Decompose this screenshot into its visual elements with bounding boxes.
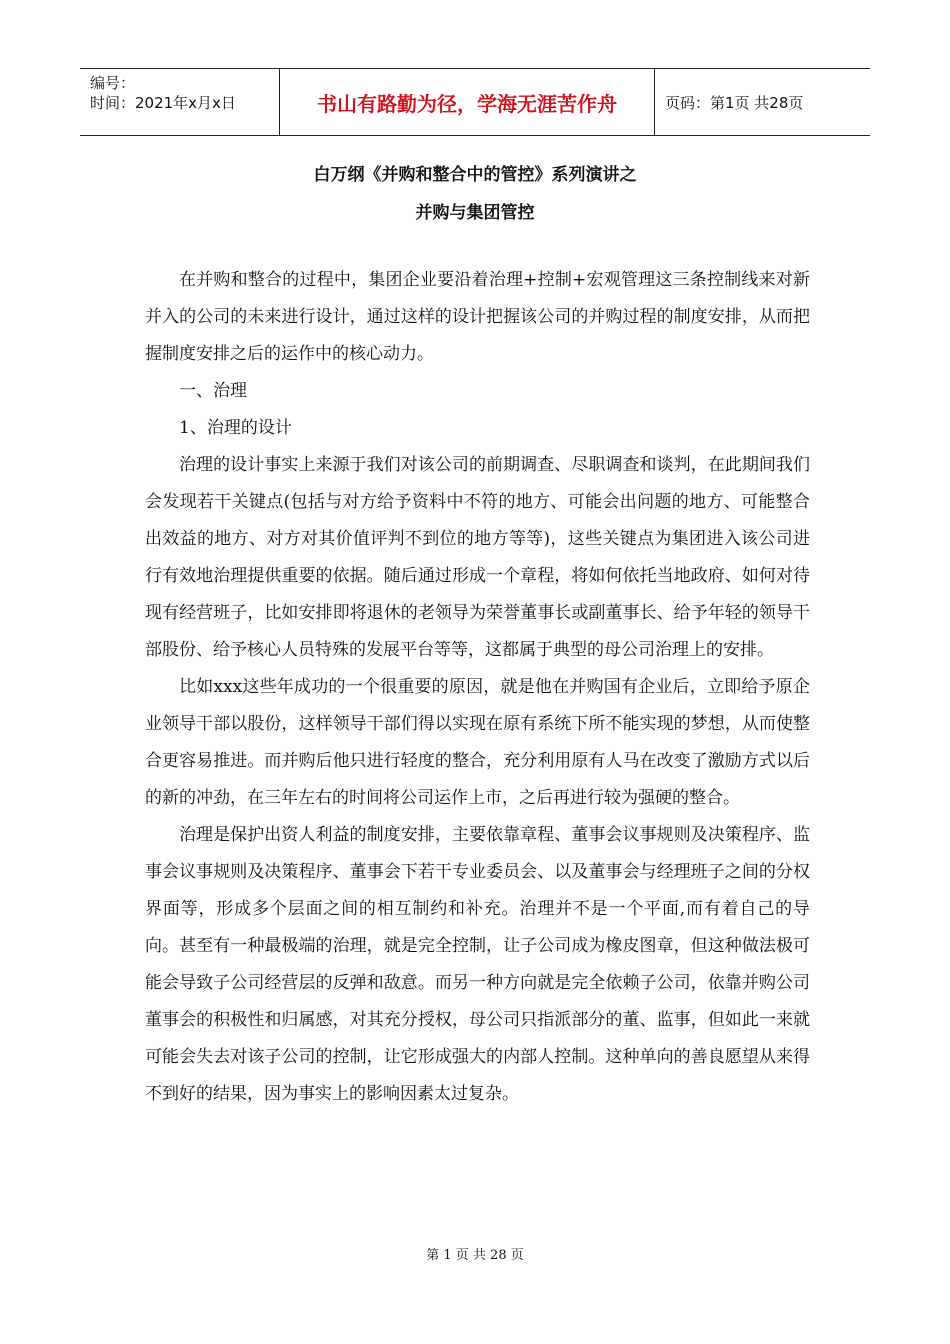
header-page-info: 页码：第1页 共28页 <box>665 93 804 112</box>
paragraph: 治理是保护出资人利益的制度安排，主要依靠章程、董事会议事规则及决策程序、监事会议事规则及决策程序、董事会下若干专业委员会、以及董事会与经理班子之间的分权界面等，形成多个层面之间的相互制约和补充。治理并不是一个平面,而有着自己的导向。甚至有一种最极端的治理，就是完全控制，让子公司成为橡皮图章，但这种做法极可能会导致子公司经营层的反弹和敌意。而另一种方向就是完全依赖子公司，依靠并购公司董事会的积极性和归属感，对其充分授权，母公司只指派部分的董、监事，但如此一来就可能会失去对该子公司的控制，让它形成强大的内部人控制。这种单向的善良愿望从来得不到好的结果，因为事实上的影响因素太过复杂。 <box>145 825 810 1104</box>
page-footer: 第 1 页 共 28 页 <box>426 1248 524 1263</box>
paragraph: 比如xxx这些年成功的一个很重要的原因，就是他在并购国有企业后，立即给予原企业领导干部以股份，这样领导干部们得以实现在原有系统下所不能实现的梦想，从而使整合更容易推进。而并购后他只进行轻度的整合，充分利用原有人马在改变了激励方式以后的新的冲劲，在三年左右的时间将公司运作上市，之后再进行较为强硬的整合。 <box>145 677 810 808</box>
paragraph: 治理的设计事实上来源于我们对该公司的前期调查、尽职调查和谈判，在此期间我们会发现若干关键点(包括与对方给予资料中不符的地方、可能会出问题的地方、可能整合出效益的地方、对方对其价值评判不到位的地方等等)，这些关键点为集团进入该公司进行有效地治理提供重要的依据。随后通过形成一个章程，将如何依托当地政府、如何对待现有经营班子，比如安排即将退休的老领导为荣誉董事长或副董事长、给予年轻的领导干部股份、给予核心人员特殊的发展平台等等，这都属于典型的母公司治理上的安排。 <box>145 455 810 660</box>
document-time-label: 时间：2021年x月x日 <box>90 94 236 112</box>
document-body <box>145 262 810 1113</box>
subsection-heading: 1、治理的设计 <box>179 418 292 438</box>
document-number-label: 编号： <box>90 74 136 92</box>
header-meta <box>80 69 280 135</box>
document-title-line1: 白万纲《并购和整合中的管控》系列演讲之 <box>313 165 637 185</box>
header-motto: 书山有路勤为径，学海无涯苦作舟 <box>280 69 655 135</box>
section-heading: 一、治理 <box>179 381 247 401</box>
page-header <box>80 68 870 136</box>
paragraph: 在并购和整合的过程中，集团企业要沿着治理+控制+宏观管理这三条控制线来对新并入的公司的未来进行设计，通过这样的设计把握该公司的并购过程的制度安排，从而把握制度安排之后的运作中的核心动力。 <box>145 270 810 364</box>
document-title-line2: 并购与集团管控 <box>415 203 535 223</box>
